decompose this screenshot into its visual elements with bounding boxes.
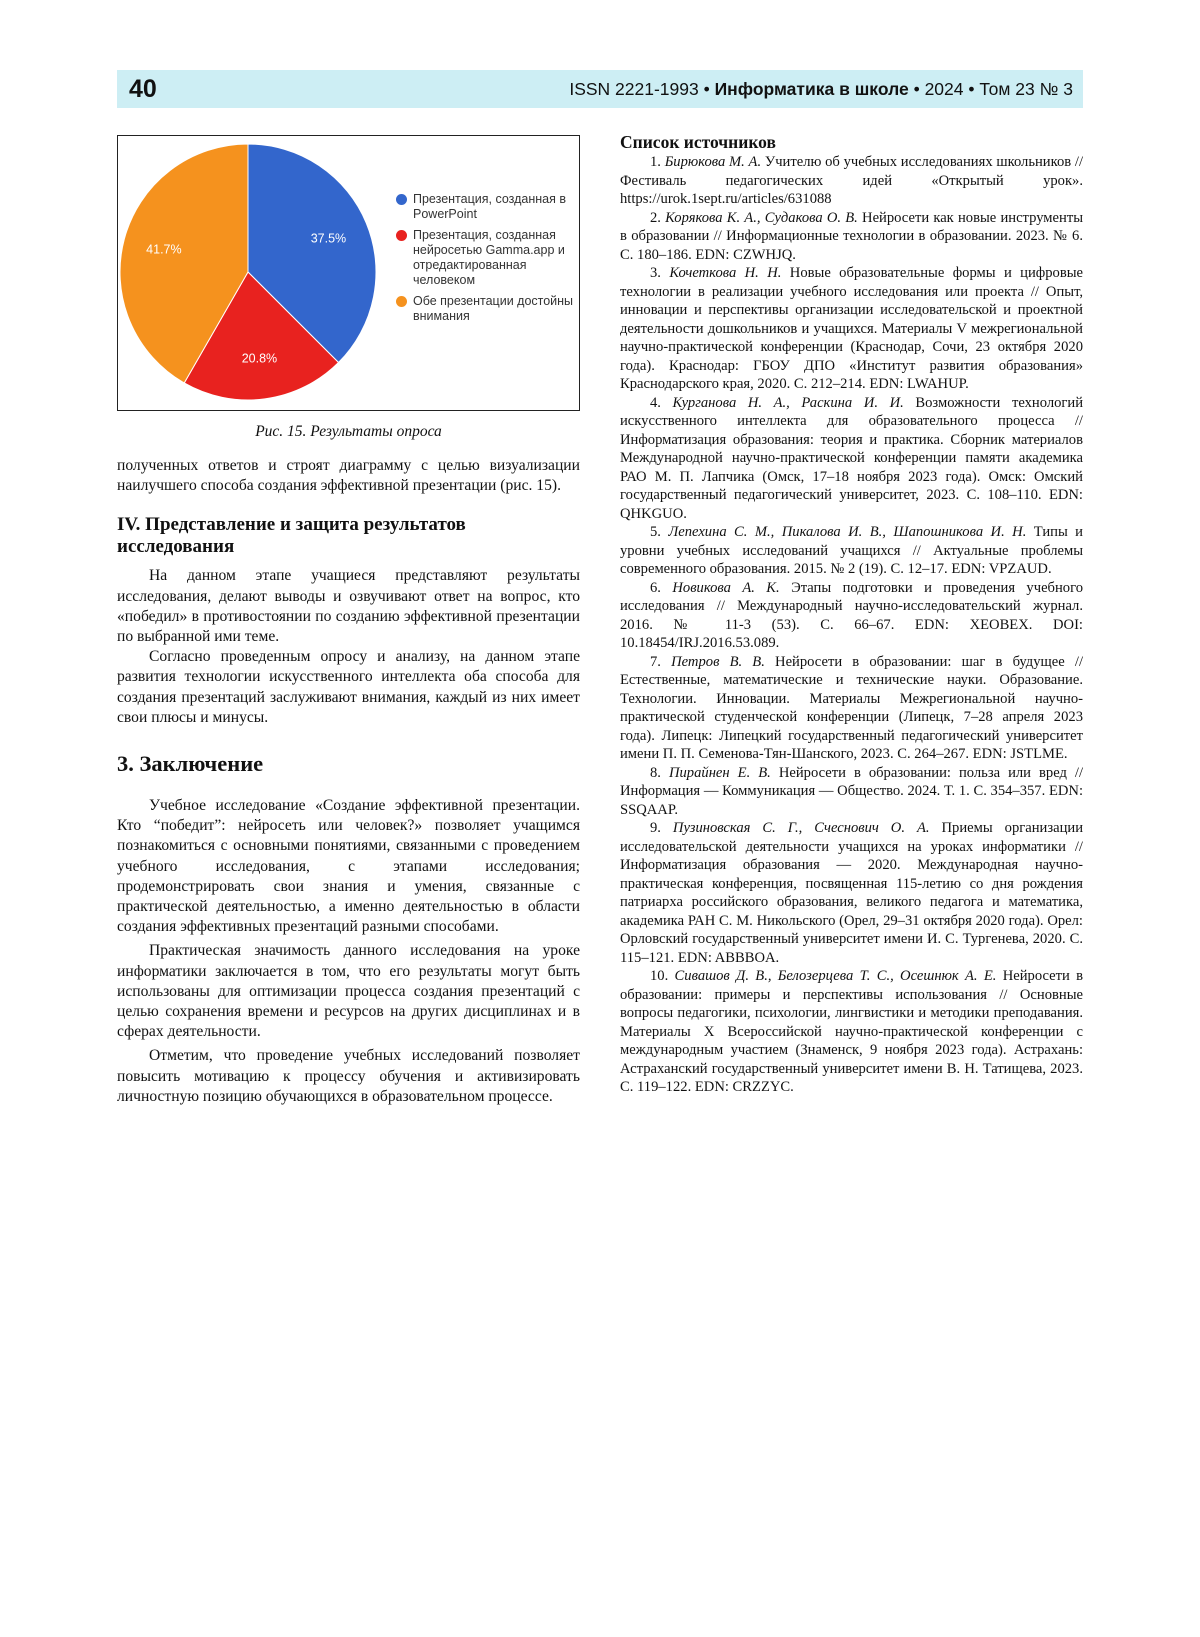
legend-dot-red [396,230,407,241]
reference-authors: Бирюкова М. А. [664,154,762,170]
reference-authors: Корякова К. А., Судакова О. В. [665,209,858,226]
issn: ISSN 2221-1993 • [569,78,715,99]
legend-dot-orange [396,296,407,307]
reference-authors: Курганова Н. А., Раскина И. И. [672,394,904,411]
paragraph: полученных ответов и строят диаграмму с целью визуализации наилучшего способа создания эффективной презентации (рис. 15). [117,457,580,495]
legend-label: Презентация, созданная нейросетью Gamma.app и отредактированная человеком [413,228,565,287]
reference-item: 3. Кочеткова Н. Н. Новые образовательные формы и цифровые технологии в реализации учебного исследования или проекта // Опыт, инновации и перспективы организации исследовательской и проектной деятельности дошкольников и учащихся. Материалы V межрегиональной научно-практической конференции (Краснодар, Сочи, 23 октября 2020 года). Краснодар: ГБОУ ДПО «Институт развития образования» Краснодарского края, 2020. С. 212–214. EDN: LWAHUP. [620,265,1083,392]
pie-slice-label: 37.5% [310,231,347,246]
reference-item: 9. Пузиновская С. Г., Счеснович О. А. Приемы организации исследовательской деятельности учащихся на уроках информатики // Информатизация образования — 2020. Международная научно-практическая конференция, посвященная 115-летию со дня рождения патриарха российского образования, великого педагога и математика, академика РАН С. М. Никольского (Орел, 29–31 октября 2020 года). Орел: Орловский государственный университет имени И. С. Тургенева, 2020. С. 115–121. EDN: ABBBOA. [620,820,1084,966]
chart-legend [396,192,576,330]
reference-authors: Сивашов Д. В., Белозерцева Т. С., Осешнюк А. Е. [674,968,997,984]
reference-item: 2. Корякова К. А., Судакова О. В. Нейросети как новые инструменты в образовании // Информационные технологии в образовании. 2023. № 6. С. 180–186. EDN: CZWHJQ. [620,209,1084,263]
legend-label: Презентация, созданная в PowerPoint [413,192,566,221]
legend-item-both [396,294,576,324]
paragraph: Отметим, что проведение учебных исследований позволяет повысить мотивацию к процессу обучения и активизировать личностную позицию обучающихся в образовательном процессе. [117,1047,580,1105]
conclusion-heading: 3. Заключение [117,751,264,777]
reference-item: 8. Пирайнен Е. В. Нейросети в образовании: польза или вред // Информация — Коммуникация — Общество. 2024. Т. 1. С. 354–357. EDN: SSQAAP. [620,764,1084,818]
page-number: 40 [129,74,157,103]
reference-authors: Петров В. В. [671,653,765,670]
reference-item: 10. Сивашов Д. В., Белозерцева Т. С., Осешнюк А. Е. Нейросети в образовании: примеры и перспективы использования // Основные вопросы педагогики, психологии, лингвистики и методики преподавания. Материалы X Всероссийской научно-практической конференции с международным участием (Знаменск, 9 ноября 2023 года). Астрахань: Астраханский государственный университет имени В. Н. Татищева, 2023. С. 119–122. EDN: CRZZYC. [620,968,1084,1095]
left-column [117,456,580,1107]
figure-caption: Рис. 15. Результаты опроса [255,423,442,440]
reference-item: 4. Курганова Н. А., Раскина И. И. Возможности технологий искусственного интеллекта для образовательного процесса // Информатизация образования: теория и практика. Сборник материалов Международной научно-практической конференции памяти академика РАО М. П. Лапчика (Омск, 17–18 ноября 2023 года). Омск: Омский государственный педагогический университет, 2023. С. 108–110. EDN: QHKGUO. [620,394,1083,522]
reference-authors: Новикова А. К. [672,579,780,596]
pie-slice-label: 41.7% [146,242,182,257]
paragraph: Согласно проведенным опросу и анализу, на данном этапе развития технологии искусственного интеллекта оба способа для создания презентаций заслуживают внимания, каждый из них имеет свои плюсы и минусы. [117,648,580,726]
reference-authors: Пирайнен Е. В. [668,764,771,781]
page-header [117,70,1083,108]
legend-item-powerpoint [396,192,576,222]
paragraph: На данном этапе учащиеся представляют результаты исследования, делают выводы и озвучивают ответ на вопрос, кто «победил» в противостоянии по созданию эффективной презентации по выбранной ими теме. [117,567,580,646]
reference-item: 7. Петров В. В. Нейросети в образовании: шаг в будущее // Естественные, математические и технические науки. Образование. Технологии. Инновации. Материалы Межрегиональной научно-практической студенческой конференции (Липецк, 7–28 апреля 2023 года). Липецк: Липецкий государственный педагогический университет имени П. П. Семенова-Тян-Шанского, 2023. С. 264–267. EDN: JSTLME. [620,653,1083,762]
reference-item: 5. Лепехина С. М., Пикалова И. В., Шапошникова И. Н. Типы и уровни учебных исследований учащихся // Актуальные проблемы современного образования. 2015. № 2 (19). С. 12–17. EDN: VPZAUD. [620,524,1083,577]
issue-info: • 2024 • Том 23 № 3 [908,78,1073,99]
reference-authors: Лепехина С. М., Пикалова И. В., Шапошникова И. Н. [668,524,1027,540]
legend-label: Обе презентации достойны внимания [413,294,574,323]
reference-authors: Пузиновская С. Г., Счеснович О. А. [672,820,930,836]
pie-slice-label: 20.8% [241,351,278,366]
paragraph: Учебное исследование «Создание эффективной презентации. Кто “победит”: нейросеть или человек?» позволяет учащимся познакомиться с основными понятиями, связанными с проведением учебного исследования, с этапами исследования; продемонстрировать свои знания и умения, связанные с практической деятельностью, а именно деятельностью в области создания эффективных презентаций разными способами. [117,797,580,936]
survey-figure [117,135,580,411]
reference-item: 6. Новикова А. К. Этапы подготовки и проведения учебного исследования // Международный научно-исследовательский журнал. 2016. № 11-3 (53). С. 66–67. EDN: XEOBEX. DOI: 10.18454/IRJ.2016.53.089. [620,579,1084,651]
paragraph: Практическая значимость данного исследования на уроке информатики заключается в том, что его результаты могут быть использованы для оптимизации процесса создания презентаций с целью сохранения времени и ресурсов на других дисциплинах и в сферах деятельности. [117,942,580,1041]
journal-info [569,79,1073,100]
reference-authors: Кочеткова Н. Н. [669,265,782,281]
references-section [620,131,1083,1097]
legend-dot-blue [396,194,407,205]
legend-item-gamma [396,228,576,288]
reference-item: 1. Бирюкова М. А. Учителю об учебных исследованиях школьников // Фестиваль педагогических идей «Открытый урок». https://urok.1sept.ru/articles/631088 [620,154,1083,207]
references-title: Список источников [620,132,776,152]
journal-name: Информатика в школе [714,78,909,99]
section-heading: IV. Представление и защита результатов исследования [117,514,466,558]
